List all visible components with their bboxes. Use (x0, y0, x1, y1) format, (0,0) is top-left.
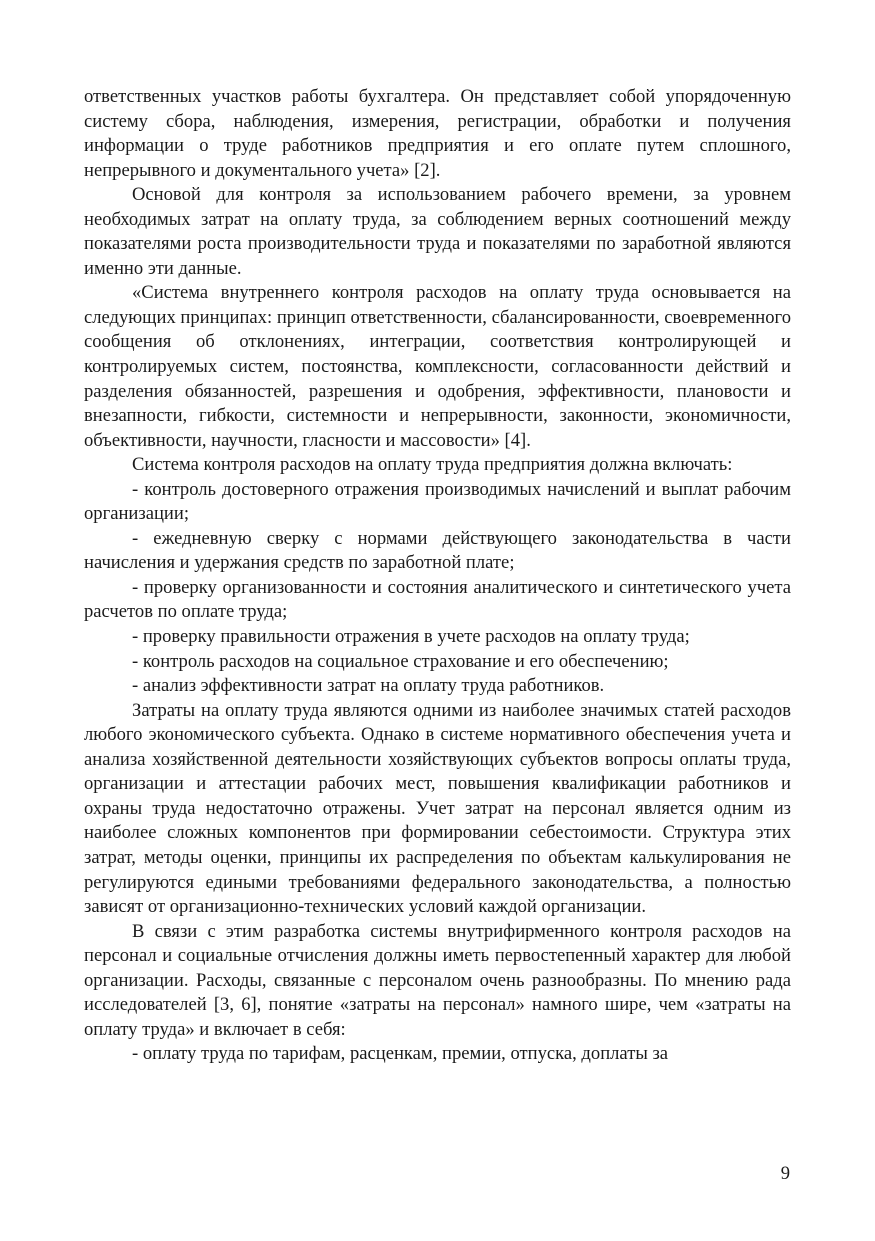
list-item: - проверку организованности и состояния аналитического и синтетического учета расчетов по оплате труда; (84, 576, 791, 623)
list-item: - проверку правильности отражения в учете расходов на оплату труда; (132, 626, 690, 648)
page-number: 9 (780, 1163, 790, 1184)
list-item: - ежедневную сверку с нормами действующего законодательства в части начисления и удержания средств по заработной плате; (84, 527, 791, 574)
paragraph-5: Затраты на оплату труда являются одними из наиболее значимых статей расходов любого экономического субъекта. Однако в системе нормативного обеспечения учета и анализа хозяйственной деятельности хозяйствующих субъектов вопросы оплаты труда, организации и аттестации рабочих мест, повышения квалификации работников и охраны труда недостаточно отражены. Учет затрат на персонал является одним из наиболее сложных компонентов при формировании себестоимости. Структура этих затрат, методы оценки, принципы их распределения по объектам калькулирования не регулируются едиными требованиями федерального законодательства, а полностью зависят от организационно-технических условий каждой организации. (84, 699, 791, 918)
document-body (84, 85, 791, 1067)
paragraph-4: Система контроля расходов на оплату труда предприятия должна включать: (132, 454, 733, 476)
paragraph-2: Основой для контроля за использованием рабочего времени, за уровнем необходимых затрат на оплату труда, за соблюдением верных соотношений между показателями роста производительности труда и показателями по заработной являются именно эти данные. (84, 184, 791, 279)
list-item: - оплату труда по тарифам, расценкам, премии, отпуска, доплаты за (132, 1043, 669, 1065)
paragraph-3: «Система внутреннего контроля расходов на оплату труда основывается на следующих принципах: принцип ответственности, сбалансированности, своевременного сообщения об отклонениях, интеграции, соответствия контролирующей и контролируемых систем, постоянства, комплексности, согласованности действий и разделения обязанностей, разрешения и одобрения, эффективности, плановости и внезапности, гибкости, системности и непрерывности, законности, экономичности, объективности, научности, гласности и массовости» [4]. (84, 282, 791, 451)
paragraph-6: В связи с этим разработка системы внутрифирменного контроля расходов на персонал и социальные отчисления должны иметь первостепенный характер для любой организации. Расходы, связанные с персоналом очень разнообразны. По мнению рада исследователей [3, 6], понятие «затраты на персонал» намного шире, чем «затраты на оплату труда» и включает в себя: (84, 920, 791, 1040)
list-item: - контроль расходов на социальное страхование и его обеспечению; (132, 650, 669, 672)
list-item: - контроль достоверного отражения производимых начислений и выплат рабочим организации; (84, 478, 791, 525)
list-item: - анализ эффективности затрат на оплату труда работников. (132, 675, 605, 697)
paragraph-1: ответственных участков работы бухгалтера. Он представляет собой упорядоченную систему сбора, наблюдения, измерения, регистрации, обработки и получения информации о труде работников предприятия и его оплате путем сплошного, непрерывного и документального учета» [2]. (84, 86, 791, 181)
